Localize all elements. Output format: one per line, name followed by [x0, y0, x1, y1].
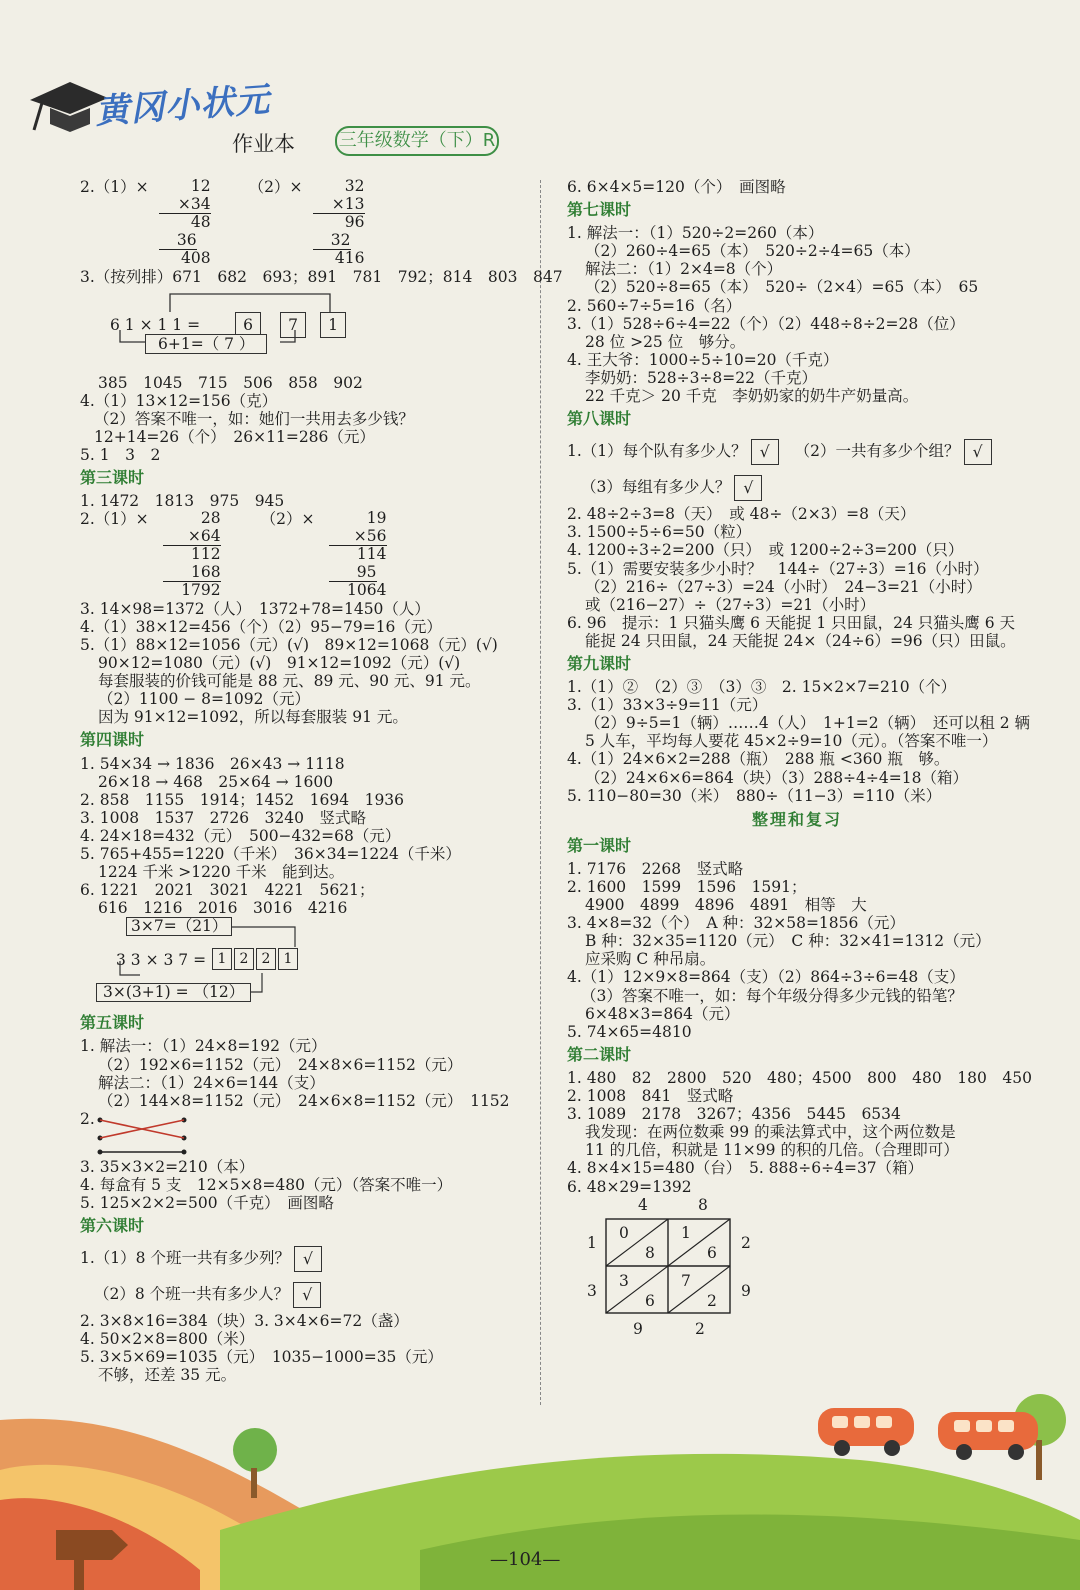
answer-line: 2. 560÷7÷5=16（名） [567, 296, 742, 315]
vm-digit: 408 [181, 249, 211, 267]
check-box: √ [294, 1246, 322, 1272]
diagram-box: 1 [320, 312, 346, 338]
vm-digit: 168 [163, 564, 221, 583]
answer-line: （2）24×6×6=864（块）（3）288÷4÷4=18（箱） [585, 768, 968, 787]
answer-line: （2）520÷8=65（本） 520÷（2×4）=65（本） 65 [585, 278, 979, 297]
vertical-multiplication-row [80, 178, 530, 268]
vm-digit: 48 [190, 213, 211, 231]
bus-icon [936, 1406, 1046, 1462]
answer-line: 应采购 C 种吊扇。 [585, 950, 716, 969]
answer-line: 3. 1500÷5÷6=50（粒） [567, 523, 752, 542]
grid-cell: 8 [645, 1243, 655, 1262]
digit-diagram [80, 286, 530, 374]
grid-label: 8 [698, 1195, 708, 1214]
answer-line: 12+14=26（个） 26×11=286（元） [94, 427, 375, 446]
answer-line: 1. 7176 2268 竖式略 [567, 859, 744, 878]
answer-line: 4. 王大爷：1000÷5÷10=20（千克） [567, 350, 839, 369]
answer-line: （2）× [248, 178, 303, 196]
answer-line: 6. 96 提示：1 只猫头鹰 6 天能捉 1 只田鼠，24 只猫头鹰 6 天 [567, 613, 1016, 632]
answer-line: 5. 74×65=4810 [567, 1022, 692, 1041]
answer-line: 4.（1）38×12=456（个）（2）95−79=16（元） [80, 617, 442, 636]
matching-diagram [80, 1110, 530, 1158]
vm-digit: ×13 [313, 196, 365, 215]
vm-digit: 114 [356, 545, 387, 564]
answer-line: 每套服装的价钱可能是 88 元、89 元、90 元、91 元。 [98, 672, 481, 691]
answer-line: 1. 54×34 → 1836 26×43 → 1118 [80, 754, 345, 773]
answer-line: 2. 858 1155 1914；1452 1694 1936 [80, 790, 405, 809]
vm-digit: 95 [329, 564, 377, 583]
grid-cell: 3 [619, 1271, 629, 1290]
answer-line: 2. 3×8×16=384（块）3. 3×4×6=72（盏） [80, 1312, 409, 1331]
right-column [567, 178, 1032, 1338]
book-title: 作业本 [232, 132, 295, 156]
diagram-box: 6 [235, 312, 261, 338]
answer-line: （2）260÷4=65（本） 520÷2÷4=65（本） [585, 242, 920, 261]
answer-line: 2.（1）× [80, 178, 149, 196]
answer-line: 6. 1221 2021 3021 4221 5621； [80, 881, 375, 900]
answer-line: 4.（1）12×9×8=864（支）（2）864÷3÷6=48（支） [567, 968, 965, 987]
answer-line: 不够，还差 35 元。 [98, 1366, 237, 1385]
answer-line: 4.（1）13×12=156（克） [80, 391, 278, 410]
answer-line: 我发现：在两位数乘 99 的乘法算式中，这个两位数是 [585, 1123, 956, 1142]
answer-line: （3）答案不唯一，如：每个年级分得多少元钱的铅笔？ [581, 986, 963, 1005]
section-heading: 第七课时 [567, 200, 632, 220]
answer-line: （2）192×6=1152（元） 24×8×6=1152（元） [98, 1055, 463, 1074]
grid-cell: 2 [707, 1291, 717, 1310]
vm-digit: 416 [334, 249, 365, 267]
answer-line: 3. 1089 2178 3267；4356 5445 6534 [567, 1105, 901, 1124]
vm-digit: ×34 [159, 196, 211, 215]
vm-digit: 1792 [181, 581, 221, 600]
diagram-top-box: 3×7=（21） [126, 917, 232, 936]
grid-cell: 7 [681, 1271, 691, 1290]
answer-line: 2. [80, 1109, 95, 1128]
diagram-box: 1 [212, 948, 232, 970]
answer-line: 3. 1008 1537 2726 3240 竖式略 [80, 808, 367, 827]
answer-line: 5. 3×5×69=1035（元） 1035−1000=35（元） [80, 1348, 443, 1367]
answer-line: 6. 48×29=1392 [567, 1177, 692, 1196]
question-text: 1.（1）8 个班一共有多少列？ [80, 1249, 290, 1268]
answer-line: 28 位 >25 位 够分。 [585, 332, 746, 351]
answer-line [80, 1240, 530, 1276]
answer-line: 3. 14×98=1372（人） 1372+78=1450（人） [80, 599, 430, 618]
answer-line: （2）216÷（27÷3）=24（小时） 24−3=21（小时） [585, 577, 982, 596]
answer-line: 22 千克＞ 20 千克 李奶奶家的奶牛产奶量高。 [585, 387, 919, 406]
grid-cell: 6 [645, 1291, 655, 1310]
answer-line: 李奶奶：528÷3÷8=22（千克） [585, 368, 817, 387]
grade-label: 三年级数学（下）R [335, 126, 499, 156]
answer-line: 1.（1）② （2）③ （3）③ 2. 15×2×7=210（个） [567, 678, 957, 697]
vm-digit: ×64 [163, 528, 221, 547]
vm-digit: 32 [344, 177, 365, 195]
vm-digit: 1064 [347, 581, 387, 600]
answer-line: 3.（按列排）671 682 693；891 781 792；814 803 847 [80, 267, 563, 286]
vertical-multiplication [313, 178, 365, 268]
answer-line: 4. 1200÷3÷2=200（只） 或 1200÷2÷3=200（只） [567, 541, 964, 560]
diagram-box: 7 [280, 312, 306, 338]
answer-line: 4. 50×2×8=800（米） [80, 1330, 255, 1349]
answer-line: 26×18 → 468 25×64 → 1600 [98, 772, 334, 791]
vm-digit: 96 [344, 213, 365, 231]
vertical-multiplication [159, 178, 211, 268]
check-box: √ [293, 1282, 321, 1308]
check-box: √ [964, 439, 992, 465]
answer-line: 3. 4×8=32（个） A 种：32×58=1856（元） [567, 914, 905, 933]
answer-line: 2.（1）× [80, 510, 149, 529]
grid-cell: 6 [707, 1243, 717, 1262]
answer-line: 5.（1）需要安装多少小时？ 144÷（27÷3）=16（小时） [567, 559, 989, 578]
answer-line: 11 的几倍，积就是 11×99 的积的几倍。（合理即可） [585, 1141, 959, 1160]
vertical-multiplication-row [80, 510, 530, 600]
answer-line: 3.（1）528÷6÷4=22（个）（2）448÷8÷2=28（位） [567, 314, 965, 333]
answer-line: 因为 91×12=1092，所以每套服装 91 元。 [98, 708, 408, 727]
answer-line: 90×12=1080（元）(√) 91×12=1092（元）(√) [98, 654, 461, 673]
vm-digit: 36 [159, 232, 197, 251]
answer-line: 5.（1）88×12=1056（元）(√) 89×12=1068（元）(√) [80, 635, 498, 654]
vertical-multiplication [163, 510, 221, 600]
grid-label: 9 [741, 1281, 751, 1300]
answer-line: 能捉 24 只田鼠，24 天能捉 24×（24÷6）=96（只）田鼠。 [585, 631, 1016, 650]
question-text: 1.（1）每个队有多少人？ [567, 442, 747, 461]
diagram-equation: 6 1 × 1 1 = [110, 315, 201, 334]
check-box: √ [751, 439, 779, 465]
answer-line [80, 1276, 530, 1312]
answer-line: 解法二：（1）2×4=8（个） [585, 260, 783, 279]
answer-line: 5. 765+455=1220（千米） 36×34=1224（千米） [80, 844, 461, 863]
answer-line: 5 人车，平均每人要花 45×2÷9=10（元）。（答案不唯一） [585, 732, 998, 751]
question-text: （2）一共有多少个组？ [794, 442, 960, 461]
check-box: √ [734, 475, 762, 501]
answer-line: 2. 48÷2÷3=8（天） 或 48÷（2×3）=8（天） [567, 505, 916, 524]
section-heading: 第一课时 [567, 835, 632, 855]
vm-digit: 32 [313, 232, 351, 251]
answer-line: 616 1216 2016 3016 4216 [98, 899, 348, 918]
question-text: （2）8 个班一共有多少人？ [94, 1285, 290, 1304]
answer-line: 6×48×3=864（元） [585, 1004, 740, 1023]
answer-line: 2. 1600 1599 1596 1591； [567, 878, 807, 896]
diagram-box: 1 [278, 948, 298, 970]
vm-digit: ×56 [329, 528, 387, 547]
brand-logo: 黄冈小状元 [94, 79, 272, 133]
diagram-box: 2 [234, 948, 254, 970]
answer-line: 3.（1）33×3÷9=11（元） [567, 696, 768, 715]
answer-line: 1. 解法一：（1）520÷2=260（本） [567, 224, 824, 243]
answer-line: 1. 480 82 2800 520 480；4500 800 480 180 450 [567, 1068, 1032, 1087]
section-heading: 第三课时 [80, 468, 145, 488]
review-heading: 整理和复习 [751, 809, 842, 829]
grid-label: 4 [638, 1195, 648, 1214]
matching-lines [94, 1110, 194, 1158]
grid-label: 2 [695, 1319, 705, 1338]
answer-line: 1224 千米 >1220 千米 能到达。 [98, 863, 345, 882]
section-heading: 第八课时 [567, 409, 632, 429]
answer-line: （2）9÷5=1（辆）……4（人） 1+1=2（辆） 还可以租 2 辆 [585, 714, 1031, 733]
answer-line: （2）144×8=1152（元） 24×6×8=1152（元） 1152 [98, 1091, 510, 1110]
vertical-multiplication [329, 510, 387, 600]
answer-line: 3. 35×3×2=210（本） [80, 1157, 255, 1176]
diagram-box: 2 [256, 948, 276, 970]
section-heading: 第四课时 [80, 730, 145, 750]
diagram-digit-boxes [212, 948, 300, 970]
section-heading: 第六课时 [80, 1216, 145, 1236]
digit-diagram-2 [80, 917, 530, 1009]
section-heading: 第五课时 [80, 1013, 145, 1033]
question-text: （3）每组有多少人？ [581, 478, 731, 497]
grid-label: 2 [741, 1233, 751, 1252]
answer-line: （2）1100 − 8=1092（元） [98, 690, 310, 709]
grid-label: 1 [587, 1233, 597, 1252]
answer-line: 5. 1 3 2 [80, 445, 161, 464]
answer-line: 5. 125×2×2=500（千克） 画图略 [80, 1194, 334, 1212]
section-heading: 第二课时 [567, 1044, 632, 1064]
answer-line: 4900 4899 4896 4891 相等 大 [585, 896, 867, 915]
diagram-bottom-box: 3×(3+1) = （12） [96, 983, 251, 1002]
answer-line: 解法二：（1）24×6=144（支） [98, 1073, 325, 1092]
answer-line: B 种：32×35=1120（元） C 种：32×41=1312（元） [585, 932, 991, 951]
column-divider [540, 180, 541, 1405]
answer-line: 4. 24×18=432（元） 500−432=68（元） [80, 826, 401, 845]
diagram-sum-box: 6+1=（ 7 ） [145, 334, 267, 354]
answer-line: （2）× [260, 510, 315, 529]
vm-digit: 12 [190, 177, 211, 195]
grid-label: 3 [587, 1281, 597, 1300]
answer-line: 6. 6×4×5=120（个） 画图略 [567, 178, 786, 196]
diagram-equation: 3 3 × 3 7 = [116, 951, 207, 970]
bus-icon [816, 1402, 920, 1458]
left-column [80, 177, 563, 1385]
page-number: —104— [490, 1549, 561, 1570]
answer-line: 5. 110−80=30（米） 880÷（11−3）=110（米） [567, 786, 942, 805]
answer-line: 或（216−27）÷（27÷3）=21（小时） [585, 595, 876, 614]
grid-cell: 0 [619, 1223, 629, 1242]
answer-line [567, 469, 1027, 505]
answer-line: 4. 每盒有 5 支 12×5×8=480（元）（答案不唯一） [80, 1175, 453, 1194]
answer-line: 385 1045 715 506 858 902 [98, 373, 363, 392]
answer-line: 4. 8×4×15=480（台） 5. 888÷6÷4=37（箱） [567, 1159, 924, 1178]
answer-line [567, 433, 1027, 469]
answer-line: 1. 1472 1813 975 945 [80, 492, 285, 511]
lattice-grid [583, 1196, 1027, 1336]
answer-line: （2）答案不唯一，如：她们一共用去多少钱？ [94, 409, 414, 428]
vm-digit: 112 [191, 545, 221, 564]
vm-digit: 28 [200, 509, 221, 528]
answer-line: 2. 1008 841 竖式略 [567, 1087, 734, 1106]
grid-cell: 1 [681, 1223, 691, 1242]
answer-line: 1. 解法一：（1）24×8=192（元） [80, 1037, 327, 1056]
grid-label: 9 [633, 1319, 643, 1338]
vm-digit: 19 [366, 509, 387, 528]
section-heading: 第九课时 [567, 653, 632, 673]
answer-line: 4.（1）24×6×2=288（瓶） 288 瓶 <360 瓶 够。 [567, 750, 950, 769]
